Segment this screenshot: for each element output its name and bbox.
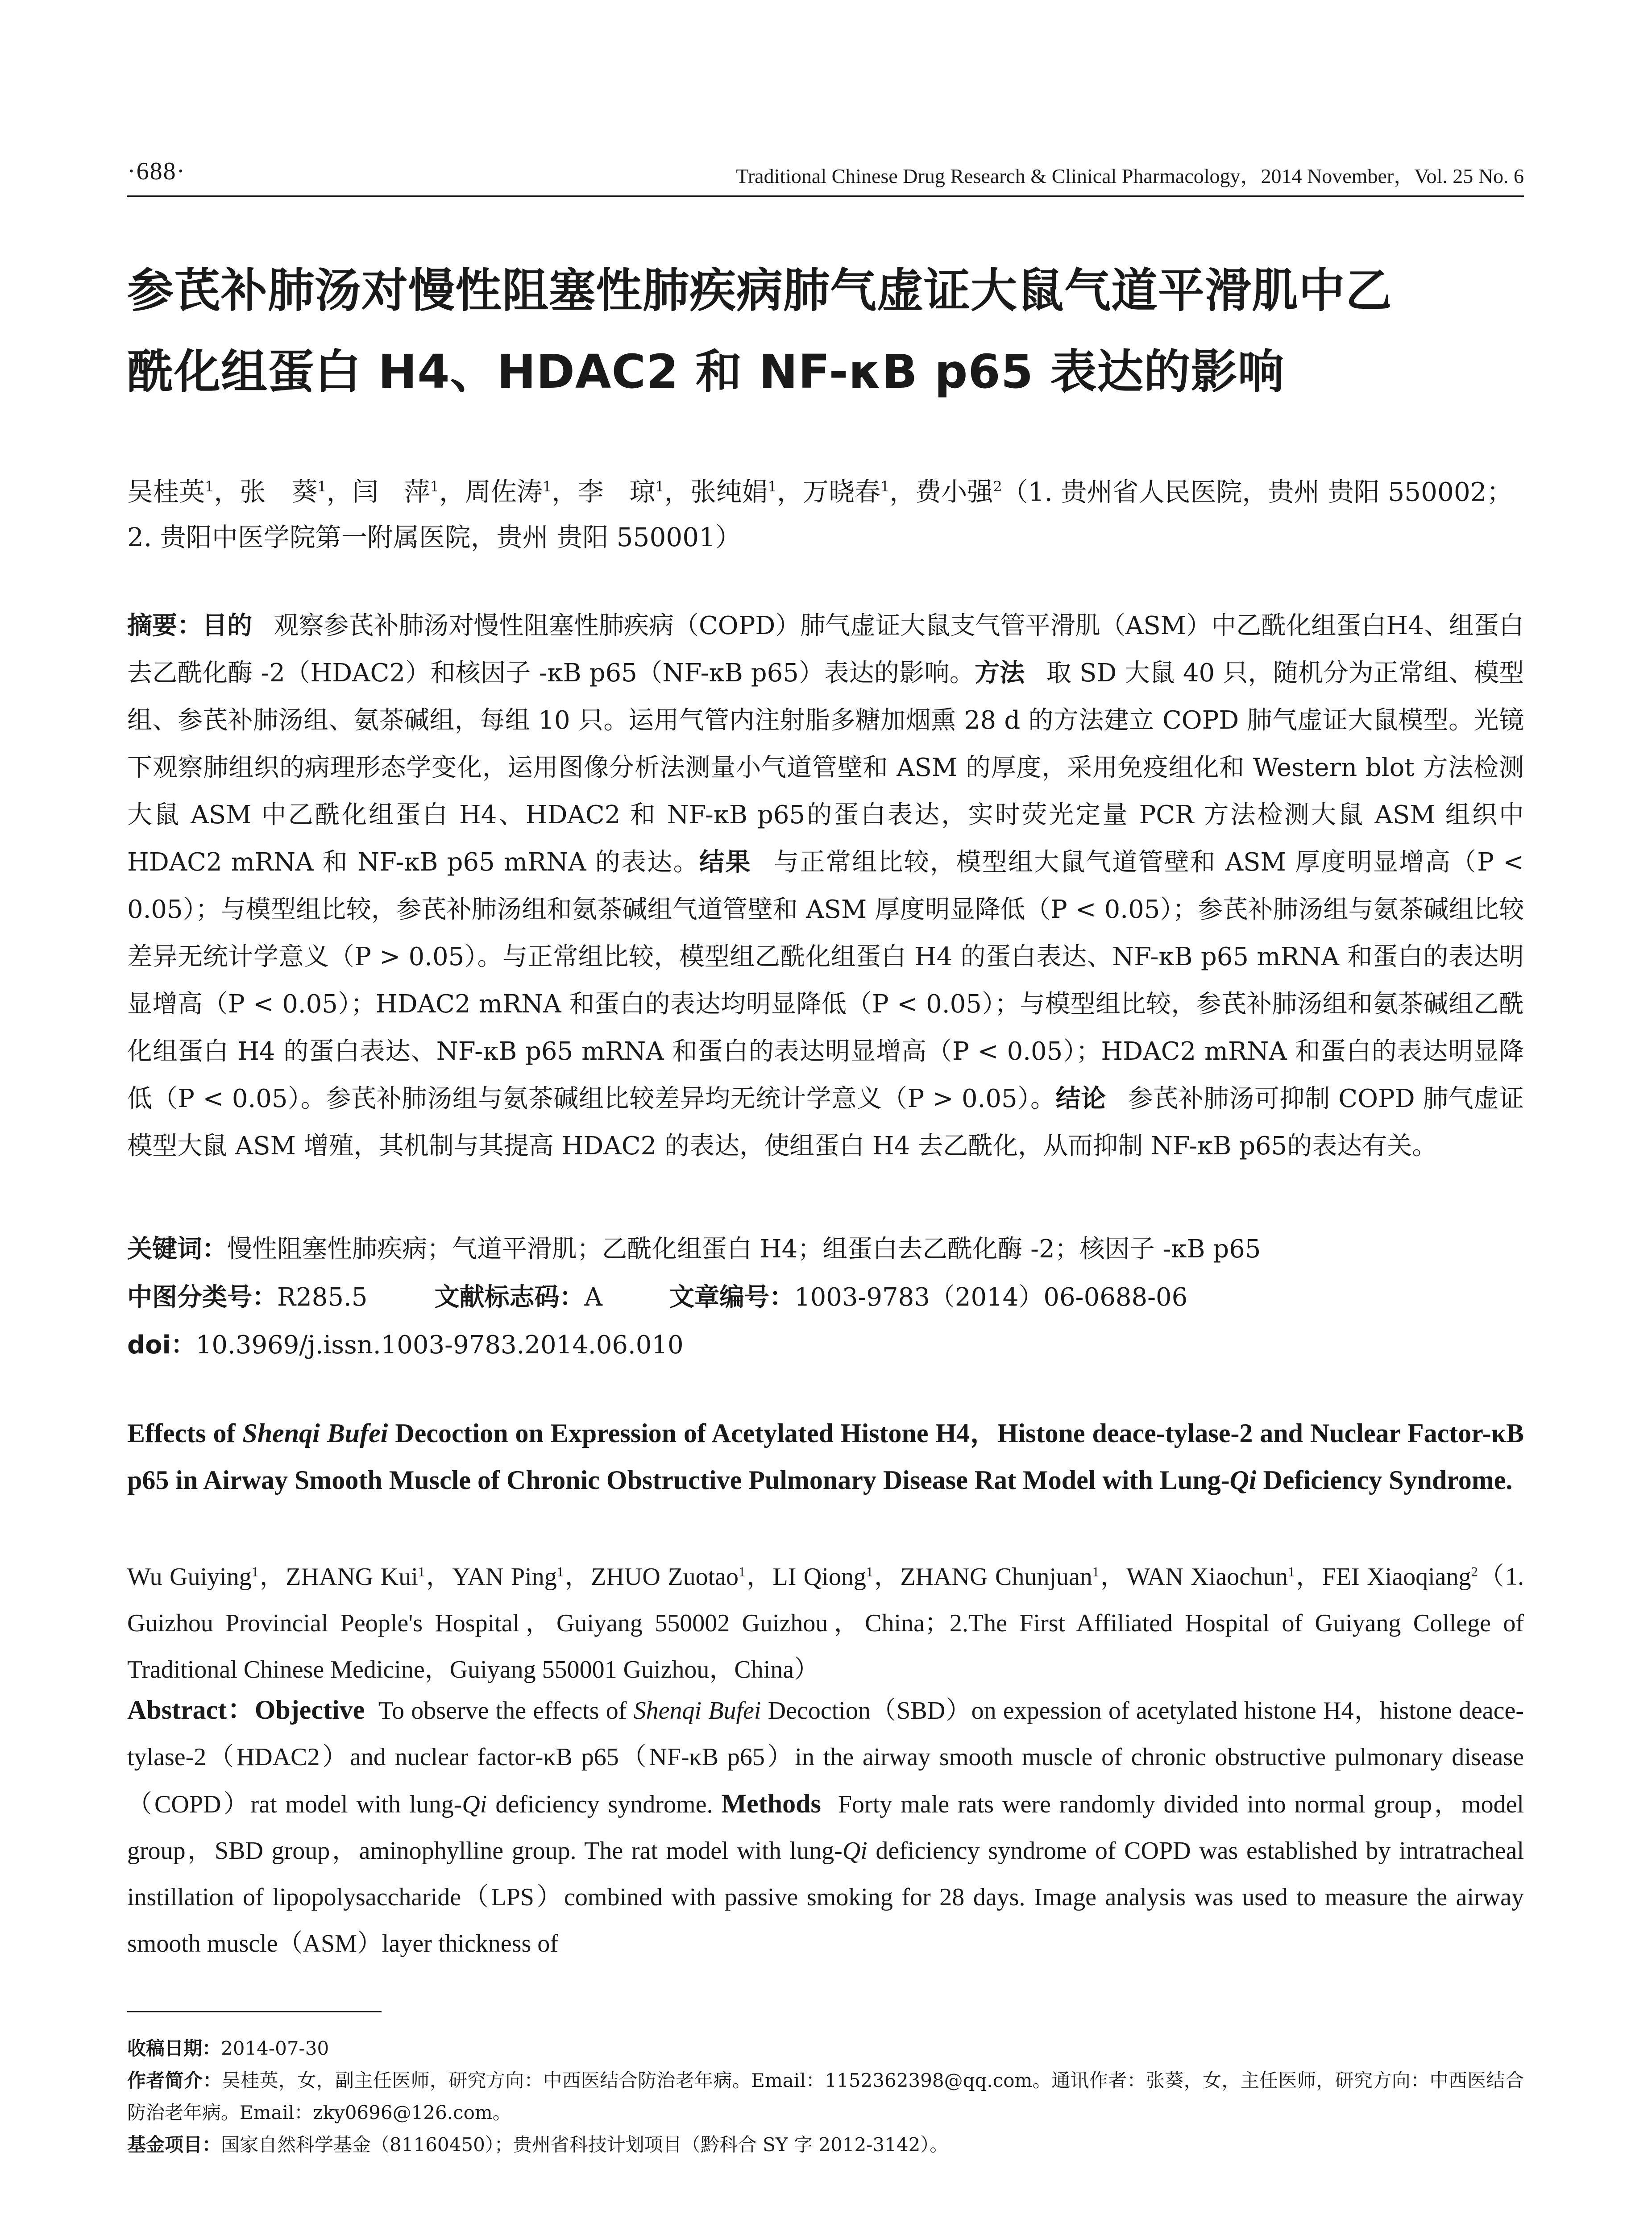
article-id-label: 文章编号：	[669, 1283, 794, 1312]
objective-qi-en: Qi	[462, 1791, 487, 1818]
en-author-affiliation-mark: 1	[1092, 1564, 1100, 1579]
results-label-cn: 结果	[699, 848, 751, 877]
en-author-affiliation-mark: 1	[556, 1564, 564, 1579]
classification-line	[127, 1280, 1524, 1315]
abstract-en	[127, 1687, 1524, 1967]
footnote-rule	[127, 2011, 382, 2012]
cn-author-name: 吴桂英	[127, 477, 205, 507]
abstract-label-cn: 摘要：	[127, 611, 203, 640]
conclusion-label-cn: 结论	[1055, 1084, 1106, 1113]
author-list-cn	[127, 464, 1524, 560]
en-author-affiliation-mark: 1	[1288, 1564, 1295, 1579]
cn-author-affiliation-mark: 1	[655, 478, 664, 495]
en-author-name: ZHANG Chunjuan	[900, 1563, 1092, 1591]
title-cn-line-2: 酰化组蛋白 H4、HDAC2 和 NF-κB p65 表达的影响	[127, 344, 1285, 399]
cn-author-name: 张 葵	[240, 477, 318, 507]
received-label: 收稿日期：	[127, 2037, 221, 2059]
footnotes	[127, 2032, 1524, 2161]
title-en-part-1: Effects of	[127, 1418, 243, 1448]
en-author-name: Wu Guiying	[127, 1563, 252, 1591]
en-author-name: FEI Xiaoqiang	[1322, 1563, 1471, 1591]
methods-text-en-b: deficiency syndrome of COPD was established by intratracheal instillation of lipopolysaccharide（LPS）combined with passive smoking for 28 days. Image analysis was used to measure the airway smooth muscle（ASM）layer thickness of	[127, 1837, 1524, 1957]
author-list-en	[127, 1548, 1524, 1693]
results-text-cn: 与正常组比较，模型组大鼠气道管壁和 ASM 厚度明显增高（P < 0.05）；与模型组比较，参芪补肺汤组和氨茶碱组气道管壁和 ASM 厚度明显降低（P < 0.05）；参芪补肺汤组与氨茶碱组比较差异无统计学意义（P > 0.05）。与正常组比较，模型组乙酰化组蛋白 H4 的蛋白表达、NF-κB p65 mRNA 和蛋白的表达明显增高（P < 0.05）；HDAC2 mRNA 和蛋白的表达均明显降低（P < 0.05）；与模型组比较，参芪补肺汤组和氨茶碱组乙酰化组蛋白 H4 的蛋白表达、NF-κB p65 mRNA 和蛋白的表达明显增高（P < 0.05）；HDAC2 mRNA 和蛋白的表达明显降低（P < 0.05）。参芪补肺汤组与氨茶碱组比较差异均无统计学意义（P > 0.05）。	[127, 848, 1524, 1113]
running-header	[127, 157, 1524, 188]
author-bio-text: 吴桂英，女，副主任医师，研究方向：中西医结合防治老年病。Email：1152362398@qq.com。通讯作者：张葵，女，主任医师，研究方向：中西医结合防治老年病。Email：zky0696@126.com。	[127, 2069, 1524, 2123]
methods-text-cn: 取 SD 大鼠 40 只，随机分为正常组、模型组、参芪补肺汤组、氨茶碱组，每组 10 只。运用气管内注射脂多糖加烟熏 28 d 的方法建立 COPD 肺气虚证大鼠模型。光镜下观察肺组织的病理形态学变化，运用图像分析法测量小气道管壁和 ASM 的厚度，采用免疫组化和 Western blot 方法检测大鼠 ASM 中乙酰化组蛋白 H4、HDAC2 和 NF-κB p65的蛋白表达，实时荧光定量 PCR 方法检测大鼠 ASM 组织中 HDAC2 mRNA 和 NF-κB p65 mRNA 的表达。	[127, 659, 1524, 877]
en-author-affiliation-mark: 1	[866, 1564, 873, 1579]
en-author-name: WAN Xiaochun	[1126, 1563, 1288, 1591]
title-en-qi: Qi	[1229, 1465, 1257, 1495]
cn-author-name: 张纯娟	[690, 477, 768, 507]
conclusion-text-cn: 参芪补肺汤可抑制 COPD 肺气虚证模型大鼠 ASM 增殖，其机制与其提高 HDAC2 的表达，使组蛋白 H4 去乙酰化，从而抑制 NF-κB p65的表达有关。	[127, 1084, 1524, 1161]
en-author-affiliation-mark: 1	[418, 1564, 425, 1579]
title-en-herb: Shenqi Bufei	[242, 1418, 388, 1448]
methods-label-cn: 方法	[974, 659, 1025, 688]
cn-author-affiliation-mark: 1	[205, 478, 214, 495]
header-rule	[127, 195, 1524, 197]
received-date: 2014-07-30	[221, 2037, 329, 2059]
affiliations-cn: （1. 贵州省人民医院，贵州 贵阳 550002；2. 贵阳中医学院第一附属医院，贵州 贵阳 550001）	[127, 477, 1513, 553]
cn-author-affiliation-mark: 1	[880, 478, 890, 495]
methods-text-en-a: Forty male rats were randomly divided into normal group，model group，SBD group，aminophylline group. The rat model with lung-	[127, 1791, 1524, 1865]
affiliations-en: （1. Guizhou Provincial People's Hospital，Guiyang 550002 Guizhou，China；2.The First Affiliated Hospital of Guiyang College of Traditional Chinese Medicine，Guiyang 550001 Guizhou，China）	[127, 1563, 1524, 1684]
cn-author-name: 万晓春	[802, 477, 880, 507]
cn-author-affiliation-mark: 2	[993, 478, 1002, 495]
objective-herb-en: Shenqi Bufei	[633, 1697, 761, 1725]
article-title-cn	[127, 250, 1524, 412]
objective-text-en-a: To observe the effects of	[378, 1697, 634, 1725]
title-en-part-3: Deficiency Syndrome.	[1256, 1465, 1513, 1495]
doc-code-label: 文献标志码：	[434, 1283, 585, 1312]
doi-label: doi：	[127, 1331, 196, 1360]
en-author-affiliation-mark: 1	[738, 1564, 746, 1579]
objective-text-cn: 观察参芪补肺汤对慢性阻塞性肺疾病（COPD）肺气虚证大鼠支气管平滑肌（ASM）中乙酰化组蛋白H4、组蛋白去乙酰化酶 -2（HDAC2）和核因子 -κB p65（NF-κB p65）表达的影响。	[127, 611, 1524, 688]
cn-author-names: 吴桂英$^1$，张 葵$^1$，闫 萍$^1$，周佐涛$^1$，李 琼$^1$，张纯娟$^1$，万晓春$^1$，费小强$^2$	[127, 477, 1002, 507]
objective-text-en-c: deficiency syndrome.	[487, 1791, 713, 1818]
doi-value[interactable]: 10.3969/j.issn.1003-9783.2014.06.010	[195, 1331, 684, 1360]
page-number: ·688·	[127, 158, 186, 185]
en-author-name: LI Qiong	[772, 1563, 866, 1591]
title-en-part-2: Decoction on Expression of Acetylated Histone H4，Histone deace-tylase-2 and Nuclear Factor-κB p65 in Airway Smooth Muscle of Chronic Obstructive Pulmonary Disease Rat Model with Lung-	[127, 1418, 1524, 1495]
en-author-affiliation-mark: 1	[251, 1564, 259, 1579]
author-bio-label: 作者简介：	[127, 2069, 222, 2091]
cn-author-affiliation-mark: 1	[543, 478, 552, 495]
methods-label-en: Methods	[721, 1789, 821, 1818]
article-id-value: 1003-9783（2014）06-0688-06	[794, 1283, 1188, 1312]
doi-line	[127, 1327, 1524, 1363]
keywords-cn	[127, 1232, 1524, 1267]
title-cn-line-1: 参芪补肺汤对慢性阻塞性肺疾病肺气虚证大鼠气道平滑肌中乙	[127, 263, 1393, 318]
keywords-text: 慢性阻塞性肺疾病；气道平滑肌；乙酰化组蛋白 H4；组蛋白去乙酰化酶 -2；核因子 -κB p65	[227, 1235, 1261, 1264]
article-title-en	[127, 1410, 1524, 1504]
cn-author-affiliation-mark: 1	[317, 478, 327, 495]
objective-label-en: Objective	[254, 1695, 365, 1725]
clc-value: R285.5	[277, 1283, 368, 1312]
cn-author-name: 费小强	[915, 477, 993, 507]
footnote-author-bio	[127, 2065, 1524, 2129]
en-author-names: Wu Guiying$^1$，ZHANG Kui$^1$，YAN Ping$^1$，ZHUO Zuotao$^1$，LI Qiong$^1$，ZHANG Chunjuan$^1$，WAN Xiaochun$^1$，FEI Xiaoqiang$^2$	[127, 1563, 1478, 1591]
cn-author-name: 李 琼	[577, 477, 656, 507]
cn-author-name: 闫 萍	[352, 477, 430, 507]
methods-qi-en: Qi	[842, 1837, 868, 1865]
doc-code-value: A	[584, 1283, 602, 1312]
cn-author-name: 周佐涛	[465, 477, 543, 507]
funding-label: 基金项目：	[127, 2134, 221, 2156]
en-author-name: ZHANG Kui	[286, 1563, 418, 1591]
objective-label-cn: 目的	[202, 611, 253, 640]
footnote-received	[127, 2032, 1524, 2065]
cn-author-affiliation-mark: 1	[768, 478, 777, 495]
en-author-name: YAN Ping	[452, 1563, 557, 1591]
en-author-affiliation-mark: 2	[1471, 1564, 1478, 1579]
cn-author-affiliation-mark: 1	[430, 478, 439, 495]
objective-text-en-b: Decoction（SBD）on expession of acetylated histone H4，histone deace-tylase-2（HDAC2）and nuclear factor-κB p65（NF-κB p65）in the airway smooth muscle of chronic obstructive pulmonary disease（COPD）rat model with lung-	[127, 1697, 1524, 1818]
abstract-cn	[127, 602, 1524, 1170]
clc-label: 中图分类号：	[127, 1283, 277, 1312]
abstract-label-en: Abstract：	[127, 1695, 255, 1725]
en-author-name: ZHUO Zuotao	[591, 1563, 739, 1591]
keywords-label: 关键词：	[127, 1235, 227, 1264]
journal-citation: Traditional Chinese Drug Research & Clinical Pharmacology，2014 November，Vol. 25 No. 6	[736, 165, 1524, 187]
footnote-funding	[127, 2129, 1524, 2161]
funding-text: 国家自然科学基金（81160450）；贵州省科技计划项目（黔科合 SY 字 2012-3142）。	[221, 2134, 949, 2156]
